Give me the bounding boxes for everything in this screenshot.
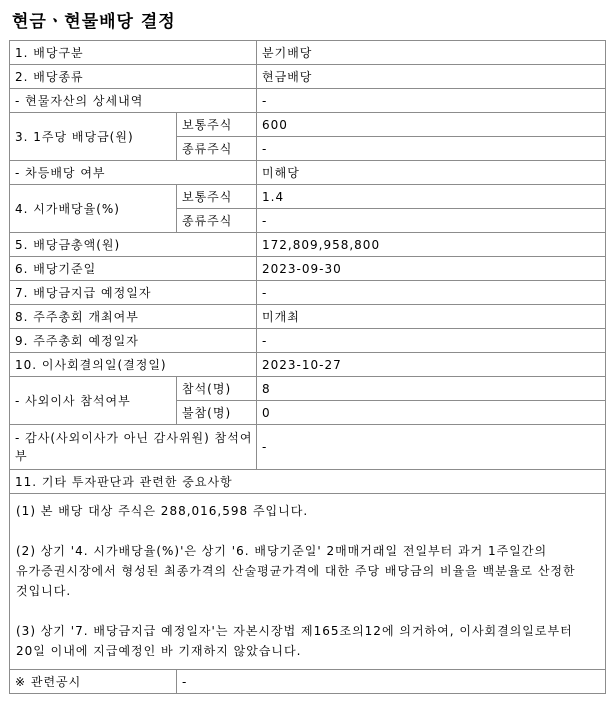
page-title: 현금ㆍ현물배당 결정: [12, 12, 176, 32]
row-value: 2023-09-30: [257, 257, 606, 281]
row-value: 0: [257, 401, 606, 425]
row-label: 8. 주주총회 개최여부: [10, 305, 257, 329]
row-value: 미개최: [257, 305, 606, 329]
table-row: [10, 494, 606, 670]
note-paragraph: (1) 본 배당 대상 주식은 288,016,598 주입니다.: [16, 504, 309, 518]
row-label: - 감사(사외이사가 아닌 감사위원) 참석여부: [10, 425, 257, 470]
table-row: [10, 41, 606, 65]
table-row: [10, 161, 606, 185]
dividend-decision-table: [9, 40, 606, 694]
table-row: [10, 257, 606, 281]
row-label: 9. 주주총회 예정일자: [10, 329, 257, 353]
row-label: 5. 배당금총액(원): [10, 233, 257, 257]
row-value: 미해당: [257, 161, 606, 185]
table-row: [10, 65, 606, 89]
section-heading: 11. 기타 투자판단과 관련한 중요사항: [10, 470, 606, 494]
table-row: [10, 185, 606, 209]
row-sublabel: 보통주식: [177, 113, 257, 137]
row-sublabel: 참석(명): [177, 377, 257, 401]
table-row: [10, 281, 606, 305]
row-value: 1.4: [257, 185, 606, 209]
row-value: -: [257, 281, 606, 305]
note-paragraph: (2) 상기 '4. 시가배당율(%)'은 상기 '6. 배당기준일' 2매매거래일 전일부터 과거 1주일간의 유가증권시장에서 형성된 최종가격의 산술평균가격에 대한 주당 배당금의 비율을 백분율로 산정한 것입니다.: [16, 544, 576, 598]
notes-cell: [10, 494, 606, 670]
row-label: 1. 배당구분: [10, 41, 257, 65]
row-value: -: [257, 89, 606, 113]
table-row: [10, 670, 606, 694]
row-value: 8: [257, 377, 606, 401]
table-row: [10, 377, 606, 401]
row-value: 분기배당: [257, 41, 606, 65]
row-label: 2. 배당종류: [10, 65, 257, 89]
row-sublabel: 불참(명): [177, 401, 257, 425]
table-row: [10, 425, 606, 470]
row-value: -: [257, 425, 606, 470]
table-row: [10, 113, 606, 137]
row-label: - 사외이사 참석여부: [10, 377, 177, 425]
row-label: ※ 관련공시: [10, 670, 177, 694]
row-sublabel: 종류주식: [177, 137, 257, 161]
table-row: [10, 353, 606, 377]
table-row: [10, 233, 606, 257]
row-label: 3. 1주당 배당금(원): [10, 113, 177, 161]
row-label: 6. 배당기준일: [10, 257, 257, 281]
row-value: -: [177, 670, 606, 694]
row-label: 4. 시가배당율(%): [10, 185, 177, 233]
table-row: [10, 470, 606, 494]
row-value: 172,809,958,800: [257, 233, 606, 257]
row-value: 600: [257, 113, 606, 137]
row-value: -: [257, 137, 606, 161]
row-label: 10. 이사회결의일(결정일): [10, 353, 257, 377]
row-sublabel: 종류주식: [177, 209, 257, 233]
table-row: [10, 305, 606, 329]
row-label: - 현물자산의 상세내역: [10, 89, 257, 113]
row-value: -: [257, 209, 606, 233]
row-value: 현금배당: [257, 65, 606, 89]
note-paragraph: (3) 상기 '7. 배당금지급 예정일자'는 자본시장법 제165조의12에 의거하여, 이사회결의일로부터 20일 이내에 지급예정인 바 기재하지 않았습니다.: [16, 624, 573, 658]
row-label: - 차등배당 여부: [10, 161, 257, 185]
row-sublabel: 보통주식: [177, 185, 257, 209]
row-value: -: [257, 329, 606, 353]
table-row: [10, 329, 606, 353]
row-label: 7. 배당금지급 예정일자: [10, 281, 257, 305]
table-row: [10, 89, 606, 113]
row-value: 2023-10-27: [257, 353, 606, 377]
